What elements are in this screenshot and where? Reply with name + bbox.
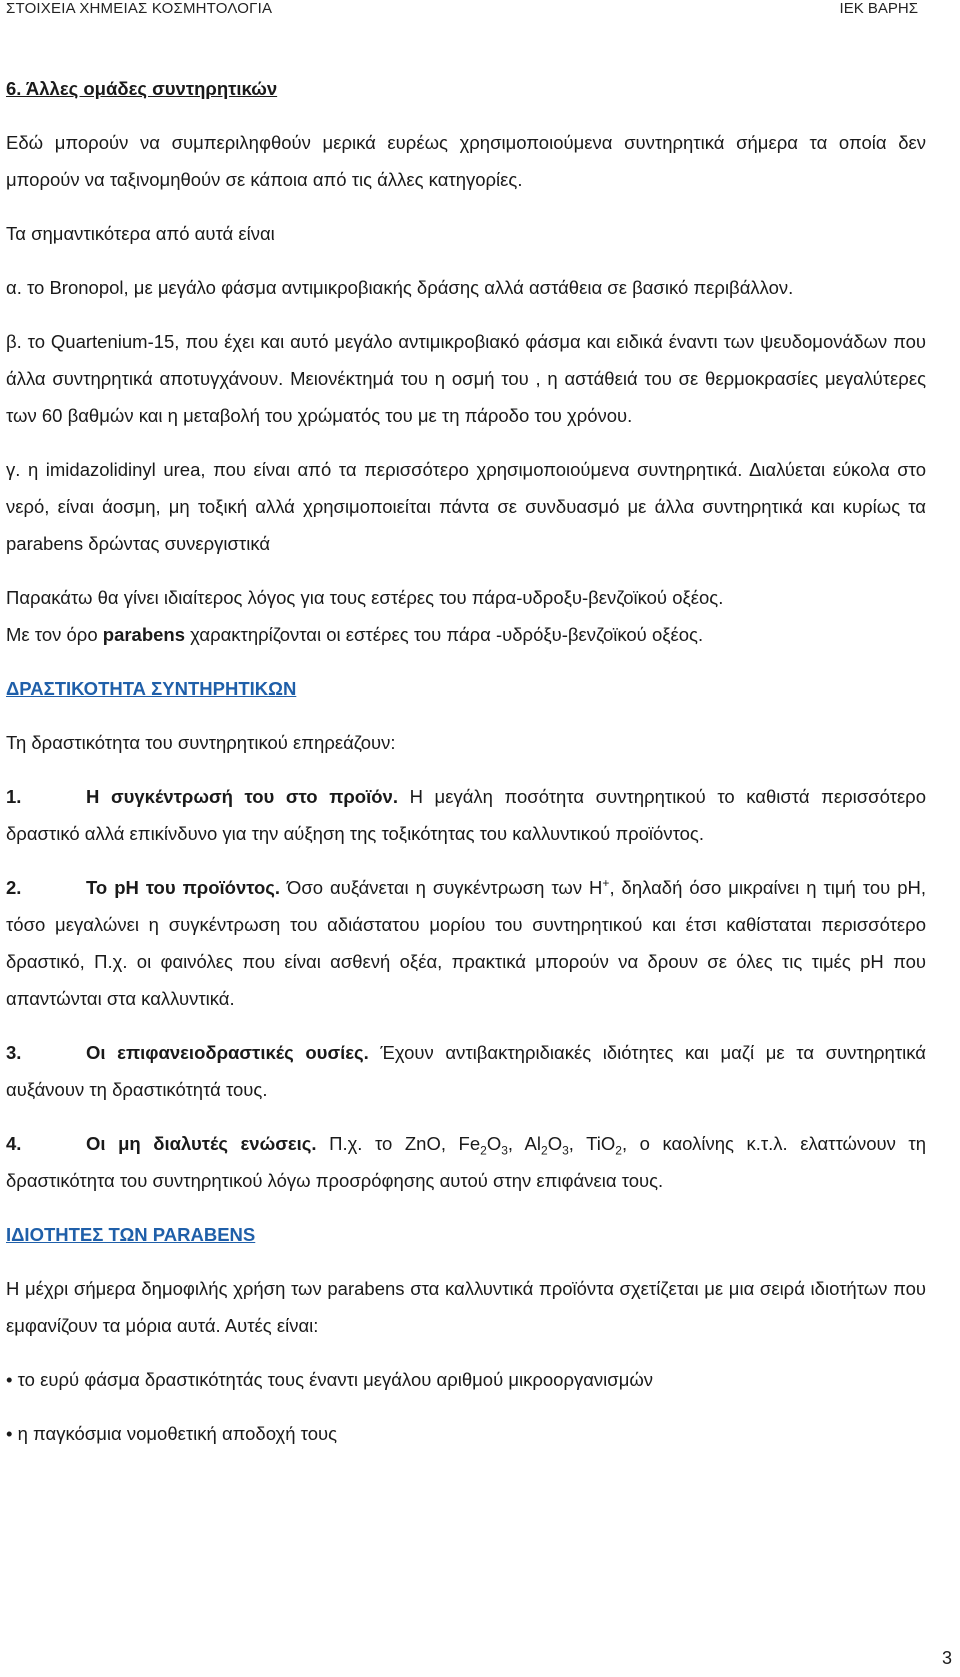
header-school-name: ΙΕΚ ΒΑΡΗΣ	[839, 0, 918, 17]
item-number: 2.	[6, 877, 22, 898]
activity-item-4	[6, 1125, 926, 1199]
item-imidazolidinyl: γ. η imidazolidinyl urea, που είναι από τα περισσότερο χρησιμοποιούμενα συντηρητικά. Διαλύεται εύκολα στο νερό, είναι άοσμη, μη τοξική αλλά χρησιμοποιείται πάντα σε συνδυασμό με άλλα συντηρητικά και κυρίως τα parabens δρώντας συνεργιστικά	[6, 459, 926, 554]
item-quartenium: β. το Quartenium-15, που έχει και αυτό μεγάλο αντιμικροβιακό φάσμα και ειδικά έναντι των ψευδομονάδων που άλλα συντηρητικά αποτυγχάνουν. Μειονέκτημά του η οσμή του , η αστάθειά του σε θερμοκρασίες μεγαλύτερες των 60 βαθμών και η μεταβολή του χρώματός του με τη πάροδο του χρόνου.	[6, 331, 926, 426]
section-intro: Εδώ μπορούν να συμπεριληφθούν μερικά ευρέως χρησιμοποιούμενα συντηρητικά σήμερα τα οποία δεν μπορούν να ταξινομηθούν σε κάποια από τις άλλες κατηγορίες.	[6, 132, 926, 190]
subscript: 3	[562, 1143, 569, 1158]
properties-heading: ΙΔΙΟΤΗΤΕΣ ΤΩΝ PARABENS	[6, 1224, 256, 1245]
hydrogen-charge: +	[602, 875, 610, 890]
item-text: O	[486, 1133, 502, 1154]
item-text: O	[547, 1133, 563, 1154]
document-body	[6, 70, 926, 1452]
activity-lead: Τη δραστικότητα του συντηρητικού επηρεάζουν:	[6, 732, 396, 753]
page-header	[0, 0, 960, 22]
item-number: 1.	[6, 786, 22, 807]
subscript: 2	[480, 1143, 487, 1158]
properties-intro: Η μέχρι σήμερα δημοφιλής χρήση των parabens στα καλλυντικά προϊόντα σχετίζεται με μια σειρά ιδιοτήτων που εμφανίζουν τα μόρια αυτά. Αυτές είναι:	[6, 1278, 926, 1336]
subscript: 2	[615, 1143, 622, 1158]
activity-item-3	[6, 1034, 926, 1108]
parabens-definition	[6, 616, 926, 653]
item-number: 4.	[6, 1133, 22, 1154]
item-bronopol: α. το Bronopol, με μεγάλο φάσμα αντιμικροβιακής δράσης αλλά αστάθεια σε βασικό περιβάλλον.	[6, 277, 794, 298]
section-lead: Τα σημαντικότερα από αυτά είναι	[6, 223, 275, 244]
activity-item-2	[6, 869, 926, 1017]
activity-item-1	[6, 778, 926, 852]
bullet-item: • το ευρύ φάσμα δραστικότητάς τους έναντι μεγάλου αριθμού μικροοργανισμών	[6, 1369, 654, 1390]
item-title: Οι επιφανειοδραστικές ουσίες.	[86, 1042, 369, 1063]
subscript: 2	[541, 1143, 548, 1158]
item-text: Έχουν αντιβακτηριδιακές ιδιότητες και μαζί με τα συντηρητικά αυξάνουν τη δραστικότητά τους.	[6, 1042, 926, 1100]
parabens-post: χαρακτηρίζονται οι εστέρες του πάρα -υδρόξυ-βενζοϊκού οξέος.	[185, 624, 704, 645]
subscript: 3	[501, 1143, 508, 1158]
parabens-term: parabens	[102, 624, 186, 645]
parabens-pre: Με τον όρο	[6, 624, 103, 645]
section-title: 6. Άλλες ομάδες συντηρητικών	[6, 78, 278, 99]
bullet-item: • η παγκόσμια νομοθετική αποδοχή τους	[6, 1423, 338, 1444]
header-course-title: ΣΤΟΙΧΕΙΑ ΧΗΜΕΙΑΣ ΚΟΣΜΗΤΟΛΟΓΙΑ	[6, 0, 273, 17]
item-number: 3.	[6, 1042, 22, 1063]
item-text: , ο καολίνης κ.τ.λ. ελαττώνουν τη δραστικότητα του συντηρητικού λόγω προσρόφησης αυτού στην επιφάνεια τους.	[6, 1133, 926, 1191]
parabens-line-1: Παρακάτω θα γίνει ιδιαίτερος λόγος για τους εστέρες του πάρα-υδροξυ-βενζοϊκού οξέος.	[6, 587, 724, 608]
item-text: , TiO	[568, 1133, 616, 1154]
page-number: 3	[941, 1648, 952, 1668]
item-text: , Al	[507, 1133, 542, 1154]
item-title: Η συγκέντρωσή του στο προϊόν.	[86, 786, 398, 807]
item-text-post: , δηλαδή όσο μικραίνει η τιμή του pH, τόσο μεγαλώνει η συγκέντρωση του αδιάστατου μορίου του συντηρητικού και έτσι καθίσταται περισσότερο δραστικό, Π.χ. οι φαινόλες που είναι ασθενή οξέα, πρακτικά μπορούν να δρουν σε όλες τις τιμές pH που απαντώνται στα καλλυντικά.	[6, 877, 927, 1009]
activity-heading: ΔΡΑΣΤΙΚΟΤΗΤΑ ΣΥΝΤΗΡΗΤΙΚΩΝ	[6, 678, 297, 699]
item-title: Οι μη διαλυτές ενώσεις.	[86, 1133, 317, 1154]
item-text: Η μεγάλη ποσότητα συντηρητικού το καθιστά περισσότερο δραστικό αλλά επικίνδυνο για την αύξηση της τοξικότητας του καλλυντικού προϊόντος.	[6, 786, 926, 844]
item-text-pre: Όσο αυξάνεται η συγκέντρωση των Η	[280, 877, 603, 898]
item-title: Το pH του προϊόντος.	[86, 877, 281, 898]
item-text: Π.χ. το ZnO, Fe	[316, 1133, 481, 1154]
